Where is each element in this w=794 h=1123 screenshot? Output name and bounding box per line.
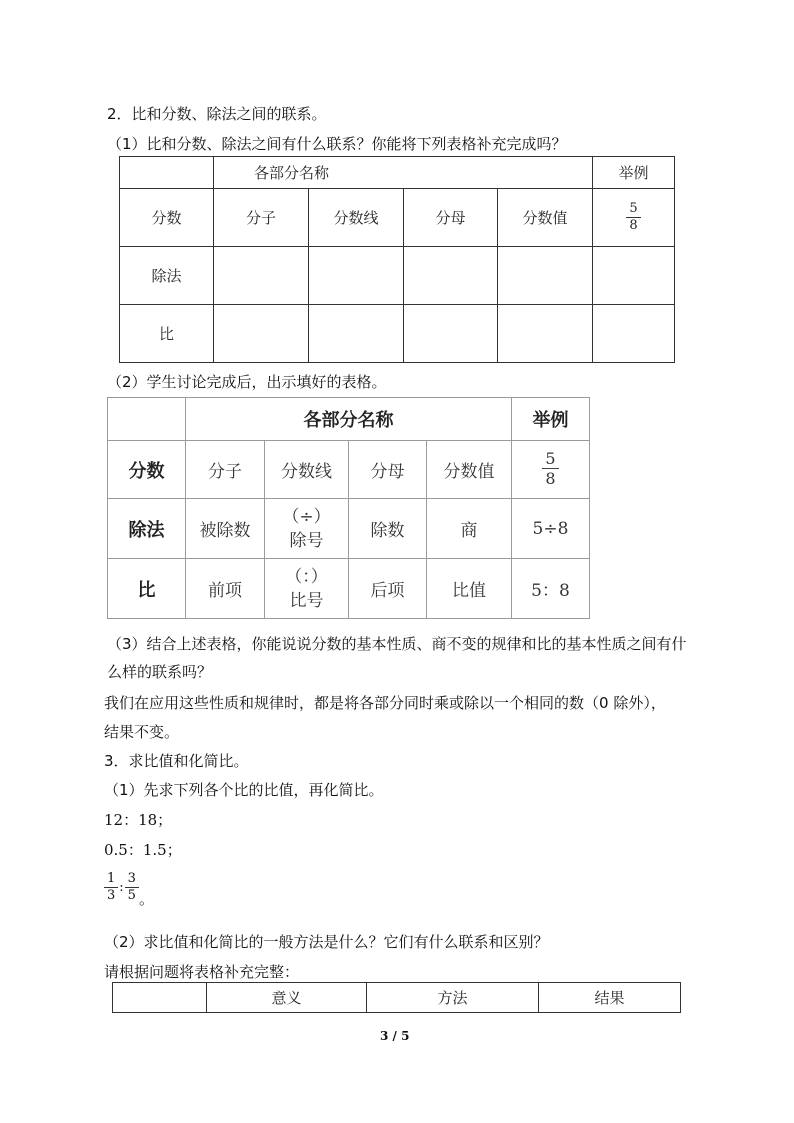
period-mark: 。 [138, 890, 154, 908]
blank-cell [309, 247, 404, 305]
method-comparison-table [112, 982, 681, 1013]
answer-line-2: 结果不变。 [104, 723, 180, 741]
fraction-denominator: 8 [545, 469, 556, 489]
fraction-denominator: 5 [127, 888, 136, 903]
fraction-denominator: 3 [107, 888, 116, 903]
blank-cell [404, 305, 498, 363]
page-number: 3 / 5 [380, 1029, 410, 1043]
cell-ratio-sign [265, 559, 349, 619]
section-2-question-1: （1）比和分数、除法之间有什么联系？你能将下列表格补充完成吗？ [107, 135, 567, 153]
blank-cell [498, 247, 593, 305]
cell-division-sign [265, 499, 349, 559]
row-label-fraction: 分数 [120, 189, 214, 247]
corner-cell [120, 157, 214, 189]
blank-cell [593, 305, 675, 363]
row-label-ratio: 比 [108, 559, 186, 619]
fraction-numerator: 1 [107, 870, 116, 886]
header-example: 举例 [593, 157, 675, 189]
cell-fraction-value: 分数值 [498, 189, 593, 247]
cell-numerator: 分子 [186, 441, 265, 499]
example-division: 5÷8 [512, 499, 590, 559]
row-label-fraction: 分数 [108, 441, 186, 499]
cell-denominator: 分母 [404, 189, 498, 247]
cell-denominator: 分母 [349, 441, 427, 499]
blank-cell [309, 305, 404, 363]
instruction-text: 请根据问题将表格补充完整： [104, 963, 300, 981]
row-label-division: 除法 [108, 499, 186, 559]
ratio-symbol: （：） [285, 566, 328, 587]
example-ratio: 5：8 [512, 559, 590, 619]
blank-cell [404, 247, 498, 305]
fraction-denominator: 8 [629, 218, 638, 233]
cell-fraction-value: 分数值 [427, 441, 512, 499]
cell-dividend: 被除数 [186, 499, 265, 559]
ratio-colon: : [119, 880, 124, 895]
section-2-title: 2．比和分数、除法之间的联系。 [107, 105, 327, 123]
exercise-item-2: 0.5：1.5； [104, 841, 182, 859]
header-example: 举例 [512, 398, 590, 441]
exercise-item-3 [104, 866, 154, 909]
header-result: 结果 [539, 983, 681, 1013]
section-2-question-3-line-1: （3）结合上述表格，你能说说分数的基本性质、商不变的规律和比的基本性质之间有什 [107, 635, 687, 653]
fraction-numerator: 3 [127, 870, 136, 886]
section-3-question-2: （2）求比值和化简比的一般方法是什么？它们有什么联系和区别？ [104, 933, 549, 951]
section-3-title: 3．求比值和化简比。 [104, 752, 249, 770]
cell-divisor: 除数 [349, 499, 427, 559]
row-label-ratio: 比 [120, 305, 214, 363]
blank-cell [498, 305, 593, 363]
blank-cell [214, 305, 309, 363]
cell-antecedent: 前项 [186, 559, 265, 619]
cell-quotient: 商 [427, 499, 512, 559]
header-parts-name: 各部分名称 [186, 398, 512, 441]
division-symbol: （÷） [282, 506, 331, 527]
ratio-sign-name: 比号 [289, 590, 324, 611]
fraction-numerator: 5 [545, 448, 556, 468]
cell-consequent: 后项 [349, 559, 427, 619]
blank-cell [593, 247, 675, 305]
row-label-division: 除法 [120, 247, 214, 305]
header-method: 方法 [367, 983, 539, 1013]
answer-line-1: 我们在应用这些性质和规律时，都是将各部分同时乘或除以一个相同的数（0 除外）， [104, 694, 666, 712]
section-3-question-1: （1）先求下列各个比的比值，再化简比。 [104, 781, 384, 799]
cell-fraction-bar: 分数线 [265, 441, 349, 499]
fraction-numerator: 5 [629, 200, 638, 216]
corner-cell [113, 983, 207, 1013]
header-meaning: 意义 [207, 983, 367, 1013]
blank-comparison-table [119, 156, 675, 363]
section-2-question-3-line-2: 么样的联系吗？ [107, 663, 213, 681]
blank-cell [214, 247, 309, 305]
header-parts-name: 各部分名称 [214, 157, 593, 189]
example-fraction [512, 441, 590, 499]
corner-cell [108, 398, 186, 441]
cell-numerator: 分子 [214, 189, 309, 247]
division-sign-name: 除号 [289, 530, 324, 551]
exercise-item-1: 12：18； [104, 811, 173, 829]
filled-comparison-table [107, 397, 590, 619]
cell-ratio-value: 比值 [427, 559, 512, 619]
section-2-question-2: （2）学生讨论完成后，出示填好的表格。 [107, 373, 387, 391]
example-fraction [593, 189, 675, 247]
cell-fraction-bar: 分数线 [309, 189, 404, 247]
